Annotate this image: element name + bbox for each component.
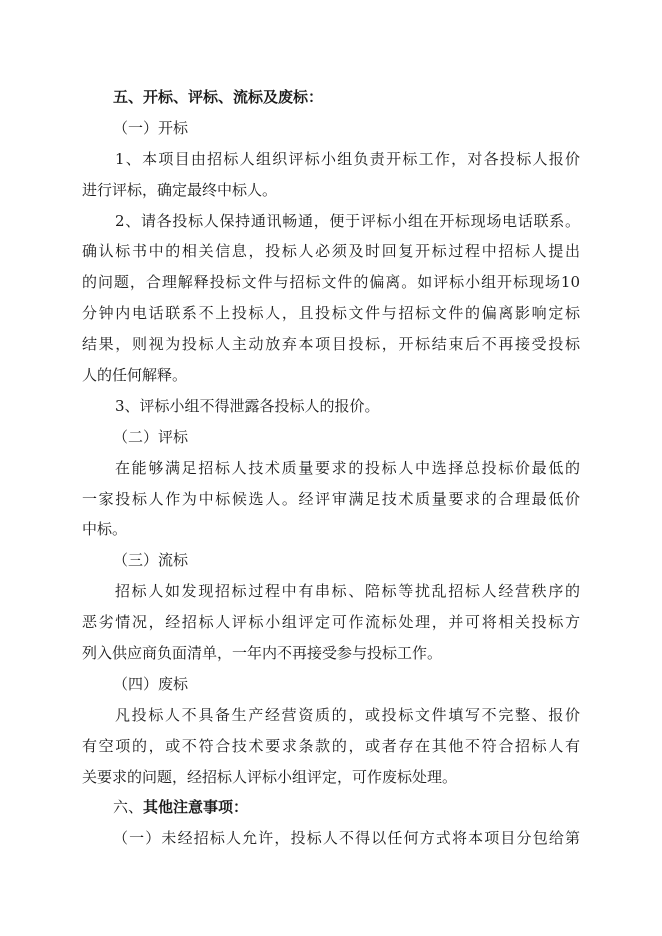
- paragraph-line: 在能够满足招标人技术质量要求的投标人中选择总投标价最低的: [115, 458, 580, 477]
- paragraph-line: 确认标书中的相关信息，投标人必须及时回复开标过程中招标人提出: [82, 242, 580, 261]
- subsection-heading-evaluation: （二）评标: [113, 427, 189, 446]
- section-6-number: 六、: [113, 798, 144, 817]
- paragraph-line: 人的任何解释。: [82, 366, 188, 385]
- section-6-title: [82, 792, 580, 823]
- paragraph-line: 3、评标小组不得泄露各投标人的报价。: [115, 396, 380, 415]
- paragraph-line: 2、请各投标人保持通讯畅通，便于评标小组在开标现场电话联系。: [115, 211, 580, 230]
- section-6-title-text: 其他注意事项：: [143, 798, 249, 817]
- paragraph-line: 恶劣情况，经招标人评标小组评定可作流标处理，并可将相关投标方: [82, 613, 580, 632]
- paragraph-line: 一家投标人作为中标候选人。经评审满足技术质量要求的合理最低价: [82, 489, 580, 508]
- paragraph-line: 有空项的，或不符合技术要求条款的，或者存在其他不符合招标人有: [82, 736, 580, 755]
- paragraph-line: 关要求的问题，经招标人评标小组评定，可作废标处理。: [82, 767, 458, 786]
- paragraph-line: 进行评标，确定最终中标人。: [82, 180, 278, 199]
- subsection-heading-failed-bid: （三）流标: [113, 551, 189, 570]
- paragraph-line: 凡投标人不具备生产经营资质的，或投标文件填写不完整、报价: [115, 705, 580, 724]
- subsection-heading-opening: （一）开标: [113, 118, 189, 137]
- paragraph-line: 招标人如发现招标过程中有串标、陪标等扰乱招标人经营秩序的: [115, 582, 580, 601]
- paragraph-line: （一）未经招标人允许，投标人不得以任何方式将本项目分包给第: [113, 829, 580, 848]
- paragraph-line: 的问题，合理解释投标文件与招标文件的偏离。如评标小组开标现场10: [82, 273, 580, 292]
- paragraph-line: 中标。: [82, 520, 128, 539]
- paragraph-line: 1、本项目由招标人组织评标小组负责开标工作，对各投标人报价: [115, 149, 580, 168]
- paragraph-line: 结果，则视为投标人主动放弃本项目投标，开标结束后不再接受投标: [82, 335, 580, 354]
- subsection-heading-invalid-bid: （四）废标: [113, 674, 189, 693]
- paragraph-line: 列入供应商负面清单，一年内不再接受参与投标工作。: [82, 644, 443, 663]
- section-5-title: 五、开标、评标、流标及废标：: [113, 88, 324, 106]
- document-page: [82, 82, 580, 854]
- paragraph-line: 分钟内电话联系不上投标人，且投标文件与招标文件的偏离影响定标: [82, 304, 580, 323]
